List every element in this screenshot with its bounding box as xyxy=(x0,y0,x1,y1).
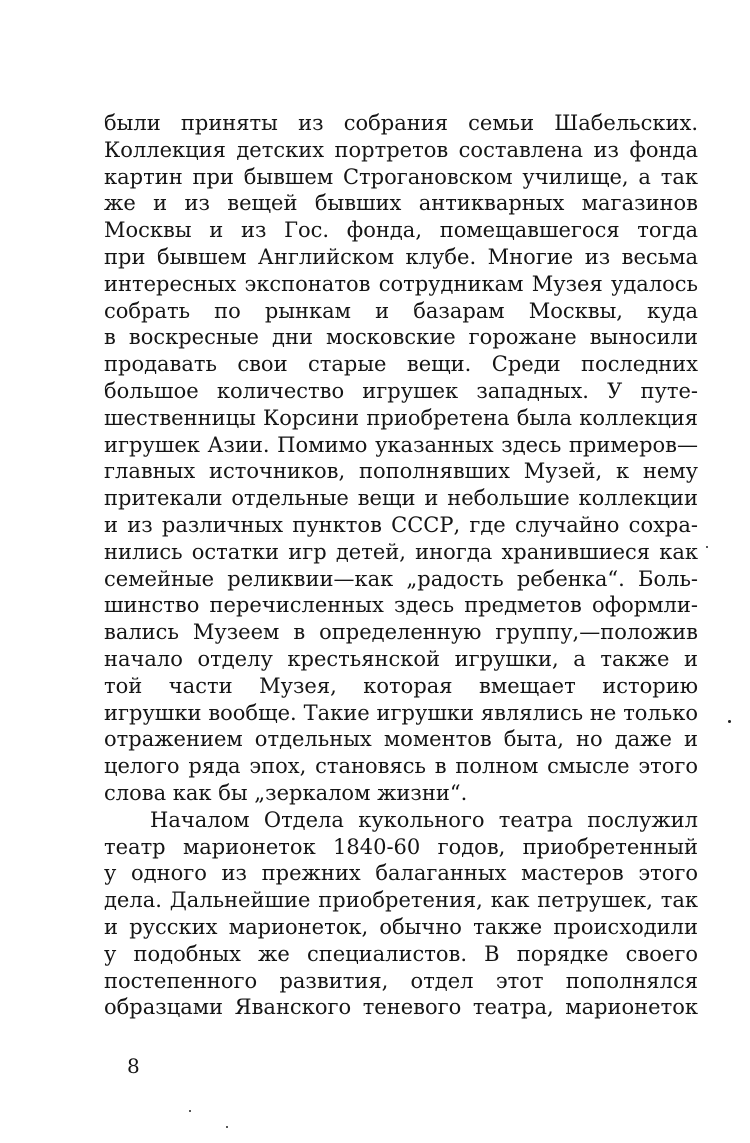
text-line: продавать свои старые вещи. Среди последних xyxy=(104,352,698,377)
text-line: у одного из прежних балаганных мастеров этого xyxy=(104,861,698,886)
text-line: игрушек Азии. Помимо указанных здесь примеров— xyxy=(104,432,698,457)
text-line: вались Музеем в определенную группу,—положив xyxy=(104,620,698,645)
text-line: притекали отдельные вещи и небольшие коллекции xyxy=(104,486,698,511)
text-line: были приняты из собрания семьи Шабельских. xyxy=(104,111,698,135)
text-line: у подобных же специалистов. В порядке своего xyxy=(104,941,698,966)
text-line: и русских марионеток, обычно также происходили xyxy=(104,914,698,939)
text-line: дела. Дальнейшие приобретения, как петрушек, так xyxy=(104,888,698,913)
text-line: той части Музея, которая вмещает историю xyxy=(104,673,698,698)
text-line: начало отделу крестьянской игрушки, а также и xyxy=(104,646,698,671)
text-line: нились остатки игр детей, иногда хранившиеся как xyxy=(104,539,698,564)
scan-speck xyxy=(189,1110,191,1112)
text-line: семейные реликвии—как „радость ребенка“. Боль- xyxy=(104,566,698,591)
text-line: игрушки вообще. Такие игрушки являлись не только xyxy=(104,700,698,725)
text-line: Коллекция детских портретов составлена из фонда xyxy=(104,137,698,162)
text-line: большое количество игрушек западных. У путе- xyxy=(104,378,698,403)
text-line: собрать по рынкам и базарам Москвы, куда xyxy=(104,298,698,323)
scan-speck xyxy=(226,1126,228,1128)
scan-speck xyxy=(728,720,731,723)
text-line: шественницы Корсини приобретена была коллекция xyxy=(104,405,698,430)
paragraph-first-line: Началом Отдела кукольного театра послужил xyxy=(150,807,698,832)
text-line: при бывшем Английском клубе. Многие из весьма xyxy=(104,244,698,269)
text-line: же и из вещей бывших антикварных магазинов xyxy=(104,191,698,216)
text-line: отражением отдельных моментов быта, но даже и xyxy=(104,727,698,752)
body-text xyxy=(104,110,698,1021)
scan-speck xyxy=(706,546,708,548)
paragraph-last-line: слова как бы „зеркалом жизни“. xyxy=(104,780,468,805)
text-line: Москвы и из Гос. фонда, помещавшегося тогда xyxy=(104,218,698,243)
text-line: главных источников, пополнявших Музей, к нему xyxy=(104,459,698,484)
text-line: постепенного развития, отдел этот пополнялся xyxy=(104,968,698,993)
page-number: 8 xyxy=(127,1054,140,1078)
text-line: и из различных пунктов СССР, где случайно сохра- xyxy=(104,512,698,537)
text-line: театр марионеток 1840-60 годов, приобретенный xyxy=(104,834,698,859)
text-line: целого ряда эпох, становясь в полном смысле этого xyxy=(104,754,698,779)
text-line: картин при бывшем Строгановском училище, а так xyxy=(104,164,698,189)
text-line: в воскресные дни московские горожане выносили xyxy=(104,325,698,350)
text-line: шинство перечисленных здесь предметов оформли- xyxy=(104,593,698,618)
text-line: образцами Яванского теневого театра, марионеток xyxy=(104,995,698,1020)
text-line: интересных экспонатов сотрудникам Музея удалось xyxy=(104,271,698,296)
